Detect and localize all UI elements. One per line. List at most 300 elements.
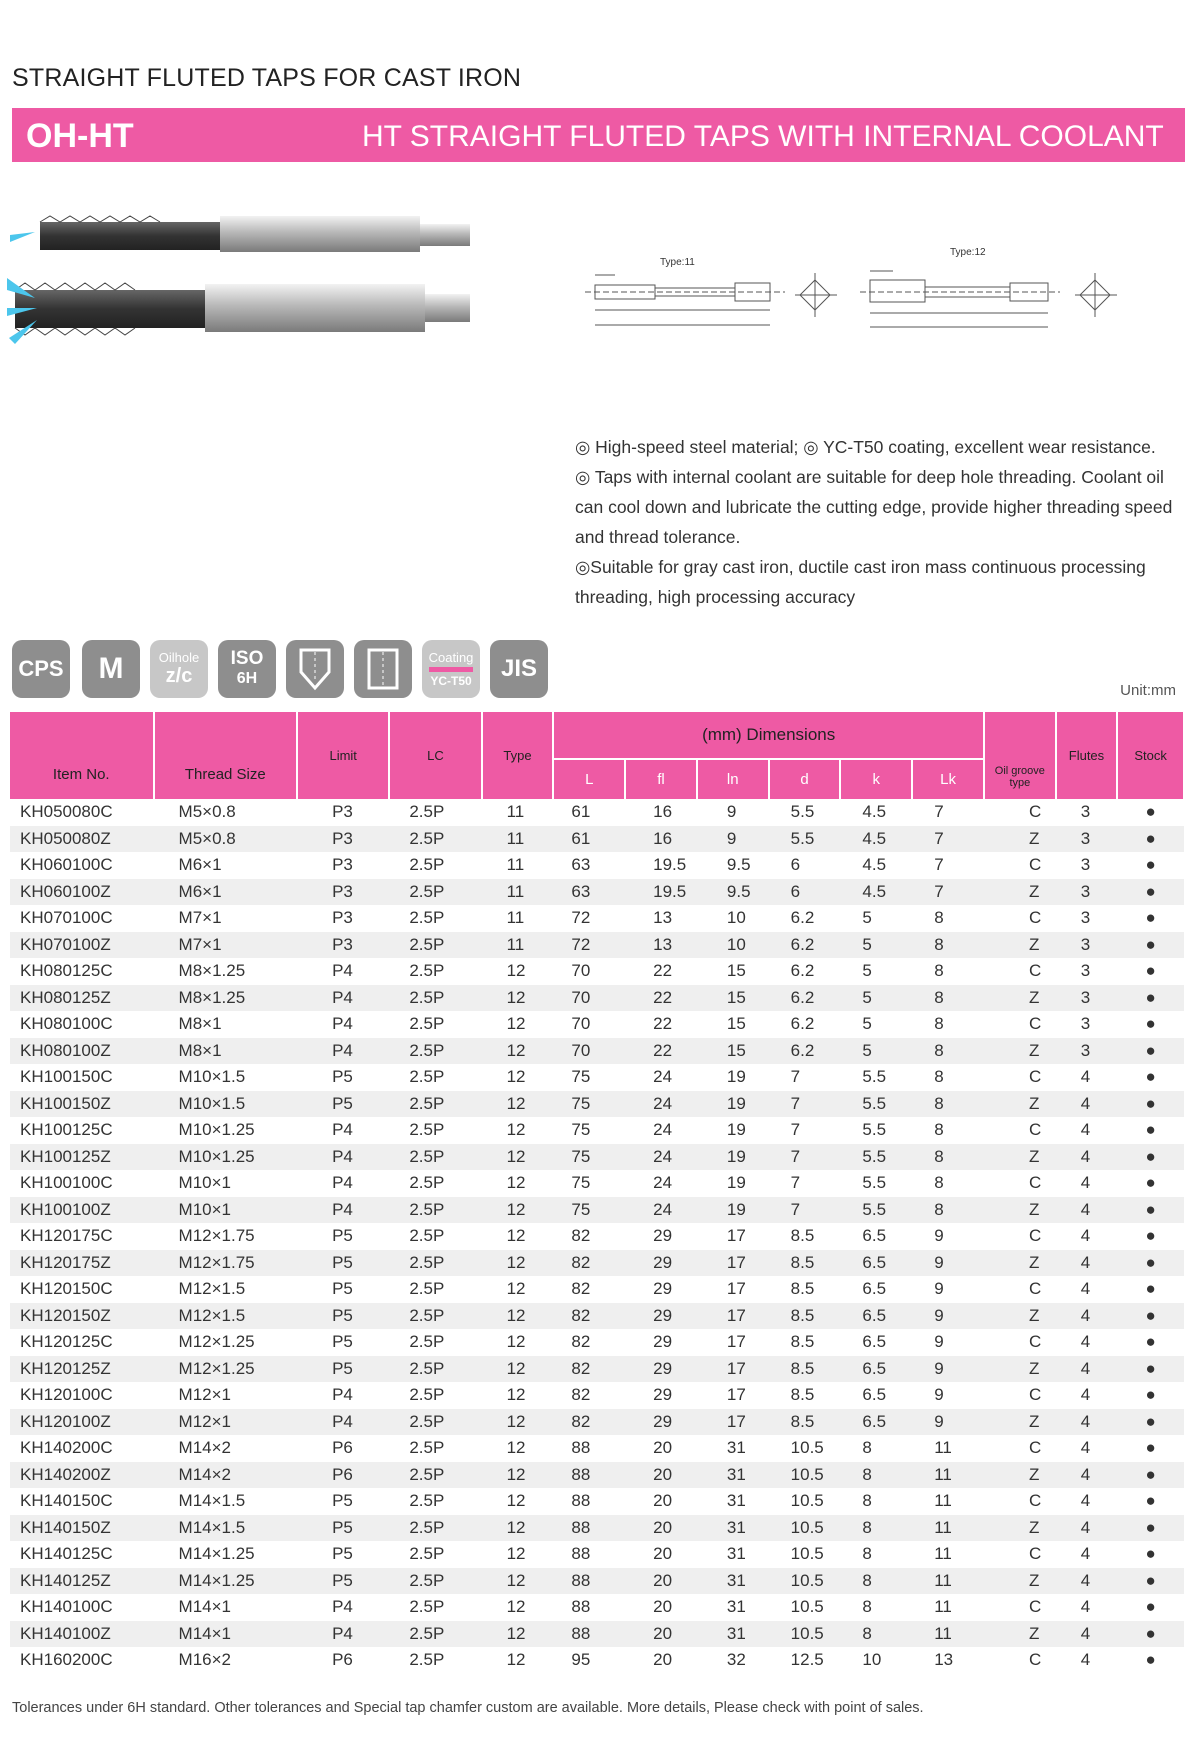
cell-item-no: KH080100Z <box>10 1038 154 1065</box>
table-row <box>10 1541 1184 1568</box>
cell-d: 6 <box>769 879 841 906</box>
cell-fl: 20 <box>653 1544 673 1564</box>
cell-lc: 2.5P <box>389 1409 481 1436</box>
cell-L: 75 <box>553 1144 625 1171</box>
cell-d: 7 <box>790 1067 801 1087</box>
cell-d: 8.5 <box>790 1385 815 1405</box>
cell-d: 6 <box>790 855 801 875</box>
cell-limit: P4 <box>297 1197 389 1224</box>
cell-fl: 24 <box>625 1144 697 1171</box>
cell-item-no: KH080125C <box>20 961 113 981</box>
cell-lc: 2.5P <box>409 1014 445 1034</box>
cell-type: 12 <box>506 1544 526 1564</box>
cell-oil-groove: Z <box>984 1409 1056 1436</box>
cell-lc: 2.5P <box>389 985 481 1012</box>
cell-d: 6.2 <box>790 908 815 928</box>
col-stock: Stock <box>1117 712 1184 799</box>
cps-badge: CPS <box>12 640 70 698</box>
cell-thread-size: M7×1 <box>178 908 222 928</box>
cell-lk: 8 <box>912 1091 984 1118</box>
cell-lc: 2.5P <box>409 1067 445 1087</box>
cell-lc: 2.5P <box>389 932 481 959</box>
cell-item-no: KH140200Z <box>10 1462 154 1489</box>
cell-d: 8.5 <box>769 1356 841 1383</box>
cell-limit: P3 <box>297 879 389 906</box>
cell-limit: P4 <box>297 1409 389 1436</box>
cell-lc: 2.5P <box>409 1650 445 1670</box>
cell-ln: 17 <box>726 1279 746 1299</box>
table-row <box>10 1276 1184 1303</box>
cell-lk: 9 <box>912 1409 984 1436</box>
cell-stock: ● <box>1117 879 1184 906</box>
cell-stock: ● <box>1145 1438 1156 1458</box>
cell-L: 88 <box>571 1438 591 1458</box>
col-item-no: Item No. <box>10 712 154 799</box>
table-row <box>10 1356 1184 1383</box>
table-row <box>10 905 1184 932</box>
cell-thread-size: M16×2 <box>178 1650 231 1670</box>
col-ln: ln <box>697 759 769 799</box>
cell-oil-groove: C <box>1028 1438 1042 1458</box>
iso-label: ISO <box>230 648 264 669</box>
table-row <box>10 985 1184 1012</box>
cell-stock: ● <box>1145 855 1156 875</box>
col-limit: Limit <box>297 712 389 799</box>
table-row <box>10 1647 1184 1674</box>
cell-oil-groove: C <box>1028 1491 1042 1511</box>
cell-k: 5 <box>862 908 872 928</box>
cell-ln: 19 <box>726 1173 746 1193</box>
cell-type: 11 <box>482 879 554 906</box>
cell-stock: ● <box>1117 1091 1184 1118</box>
cell-flutes: 3 <box>1080 1014 1091 1034</box>
cell-ln: 19 <box>697 1197 769 1224</box>
cell-item-no: KH120100Z <box>10 1409 154 1436</box>
cell-lc: 2.5P <box>389 1197 481 1224</box>
cell-item-no: KH140150C <box>20 1491 113 1511</box>
unit-label: Unit:mm <box>1120 682 1176 699</box>
cell-ln: 17 <box>697 1250 769 1277</box>
cell-d: 8.5 <box>769 1303 841 1330</box>
cell-d: 8.5 <box>769 1250 841 1277</box>
cell-limit: P5 <box>332 1067 353 1087</box>
cell-type: 12 <box>506 1279 526 1299</box>
cell-stock: ● <box>1145 1491 1156 1511</box>
cell-limit: P4 <box>332 1173 353 1193</box>
cell-ln: 19 <box>697 1144 769 1171</box>
cell-item-no: KH100100C <box>20 1173 113 1193</box>
cell-item-no: KH060100Z <box>10 879 154 906</box>
cell-ln: 17 <box>726 1332 746 1352</box>
cell-lk: 7 <box>934 802 944 822</box>
cell-thread-size: M12×1.75 <box>178 1226 255 1246</box>
product-subtitle: HT STRAIGHT FLUTED TAPS WITH INTERNAL COOLANT <box>362 120 1164 153</box>
coating-badge <box>422 640 480 698</box>
cell-thread-size: M12×1 <box>154 1409 298 1436</box>
cell-L: 88 <box>571 1597 591 1617</box>
oilhole-type: z/c <box>165 665 193 687</box>
cell-fl: 13 <box>625 932 697 959</box>
cell-L: 82 <box>571 1332 591 1352</box>
cell-lc: 2.5P <box>409 908 445 928</box>
cell-flutes: 3 <box>1056 879 1118 906</box>
cell-type: 12 <box>482 1515 554 1542</box>
cell-limit: P4 <box>297 1144 389 1171</box>
cell-L: 75 <box>571 1067 591 1087</box>
tap-technical-drawing <box>575 235 1145 355</box>
cell-thread-size: M12×1.25 <box>154 1356 298 1383</box>
cell-d: 10.5 <box>790 1438 824 1458</box>
cell-flutes: 4 <box>1080 1385 1091 1405</box>
cell-thread-size: M10×1.25 <box>178 1120 255 1140</box>
cell-k: 5.5 <box>862 1173 887 1193</box>
cell-stock: ● <box>1145 1067 1156 1087</box>
cell-ln: 15 <box>697 985 769 1012</box>
cell-k: 8 <box>862 1438 872 1458</box>
table-row <box>10 826 1184 853</box>
cell-item-no: KH120150C <box>20 1279 113 1299</box>
cell-d: 8.5 <box>790 1279 815 1299</box>
cell-ln: 31 <box>697 1568 769 1595</box>
cell-fl: 24 <box>625 1091 697 1118</box>
cell-limit: P4 <box>297 1621 389 1648</box>
cell-ln: 17 <box>697 1409 769 1436</box>
cell-stock: ● <box>1145 1597 1156 1617</box>
cell-fl: 19.5 <box>653 855 687 875</box>
table-row <box>10 1409 1184 1436</box>
cell-thread-size: M14×1 <box>154 1621 298 1648</box>
cell-thread-size: M8×1 <box>154 1038 298 1065</box>
cell-thread-size: M14×1.5 <box>154 1515 298 1542</box>
iso-tolerance: 6H <box>236 670 258 687</box>
table-row <box>10 1621 1184 1648</box>
cell-oil-groove: C <box>1028 1226 1042 1246</box>
cell-L: 70 <box>571 1014 591 1034</box>
cell-L: 88 <box>553 1621 625 1648</box>
cell-L: 72 <box>553 932 625 959</box>
cell-ln: 15 <box>726 961 746 981</box>
jis-badge: JIS <box>490 640 548 698</box>
cell-item-no: KH120175C <box>20 1226 113 1246</box>
cell-d: 5.5 <box>769 826 841 853</box>
cell-lc: 2.5P <box>409 1385 445 1405</box>
cell-k: 5.5 <box>840 1197 912 1224</box>
cell-L: 82 <box>553 1250 625 1277</box>
cell-stock: ● <box>1145 961 1156 981</box>
cell-item-no: KH120125Z <box>10 1356 154 1383</box>
cell-oil-groove: C <box>1028 855 1042 875</box>
cell-limit: P4 <box>332 1385 353 1405</box>
cell-stock: ● <box>1117 1462 1184 1489</box>
cell-L: 82 <box>553 1409 625 1436</box>
table-row <box>10 1117 1184 1144</box>
cell-L: 95 <box>571 1650 591 1670</box>
cell-d: 6.2 <box>769 1038 841 1065</box>
cell-fl: 19.5 <box>625 879 697 906</box>
cell-flutes: 4 <box>1080 1173 1091 1193</box>
col-k: k <box>840 759 912 799</box>
cell-d: 7 <box>769 1144 841 1171</box>
cell-thread-size: M8×1 <box>178 1014 222 1034</box>
cell-lc: 2.5P <box>389 879 481 906</box>
cell-oil-groove: C <box>1028 1544 1042 1564</box>
cell-oil-groove: Z <box>984 1091 1056 1118</box>
cell-item-no: KH140150Z <box>10 1515 154 1542</box>
cell-type: 12 <box>482 1038 554 1065</box>
cell-thread-size: M10×1 <box>178 1173 231 1193</box>
cell-oil-groove: Z <box>984 932 1056 959</box>
cell-oil-groove: C <box>1028 961 1042 981</box>
cell-ln: 10 <box>697 932 769 959</box>
cell-item-no: KH120175Z <box>10 1250 154 1277</box>
cell-type: 12 <box>482 1621 554 1648</box>
cell-thread-size: M12×1.75 <box>154 1250 298 1277</box>
cell-lk: 11 <box>934 1438 952 1458</box>
cell-d: 10.5 <box>769 1568 841 1595</box>
cell-k: 5 <box>840 985 912 1012</box>
cell-thread-size: M12×1.5 <box>178 1279 246 1299</box>
cell-type: 12 <box>482 1197 554 1224</box>
cell-stock: ● <box>1117 826 1184 853</box>
cell-fl: 22 <box>625 985 697 1012</box>
cell-type: 12 <box>506 1120 526 1140</box>
product-code: OH-HT <box>26 117 134 155</box>
cell-lk: 8 <box>934 908 944 928</box>
cell-stock: ● <box>1145 908 1156 928</box>
cell-lk: 9 <box>912 1356 984 1383</box>
cell-oil-groove: C <box>1028 908 1042 928</box>
cell-lk: 8 <box>934 961 944 981</box>
cell-type: 12 <box>506 1067 526 1087</box>
cell-flutes: 4 <box>1080 1650 1091 1670</box>
cell-limit: P5 <box>297 1303 389 1330</box>
oilhole-label: Oilhole <box>158 650 200 665</box>
cell-k: 10 <box>862 1650 882 1670</box>
cell-k: 6.5 <box>862 1332 887 1352</box>
cell-k: 6.5 <box>862 1226 887 1246</box>
cell-d: 5.5 <box>790 802 815 822</box>
cell-limit: P4 <box>297 1038 389 1065</box>
cell-k: 5 <box>862 961 872 981</box>
cell-fl: 29 <box>625 1409 697 1436</box>
cell-flutes: 4 <box>1080 1067 1091 1087</box>
cell-thread-size: M12×1.5 <box>154 1303 298 1330</box>
cell-lc: 2.5P <box>389 1038 481 1065</box>
cell-ln: 31 <box>697 1515 769 1542</box>
cell-ln: 17 <box>697 1303 769 1330</box>
col-flutes: Flutes <box>1056 712 1118 799</box>
cell-limit: P5 <box>332 1544 353 1564</box>
cell-stock: ● <box>1145 1279 1156 1299</box>
cell-thread-size: M14×1 <box>178 1597 231 1617</box>
cell-ln: 31 <box>697 1621 769 1648</box>
cell-k: 5 <box>840 932 912 959</box>
table-row <box>10 1329 1184 1356</box>
cell-k: 8 <box>862 1597 872 1617</box>
cell-thread-size: M6×1 <box>154 879 298 906</box>
cell-lc: 2.5P <box>409 1120 445 1140</box>
cell-fl: 29 <box>653 1385 673 1405</box>
cell-lk: 8 <box>934 1014 944 1034</box>
cell-k: 6.5 <box>840 1409 912 1436</box>
cell-flutes: 3 <box>1080 802 1091 822</box>
cell-stock: ● <box>1145 1014 1156 1034</box>
cell-lc: 2.5P <box>389 1250 481 1277</box>
cell-limit: P5 <box>297 1250 389 1277</box>
col-fl: fl <box>625 759 697 799</box>
cell-fl: 29 <box>653 1226 673 1246</box>
cell-stock: ● <box>1117 1621 1184 1648</box>
cell-oil-groove: Z <box>984 1462 1056 1489</box>
cell-type: 11 <box>482 826 554 853</box>
cell-k: 8 <box>840 1515 912 1542</box>
cell-flutes: 4 <box>1056 1250 1118 1277</box>
cell-d: 7 <box>769 1091 841 1118</box>
cell-thread-size: M7×1 <box>154 932 298 959</box>
cell-type: 12 <box>506 961 526 981</box>
cell-d: 10.5 <box>769 1621 841 1648</box>
product-banner <box>12 108 1185 162</box>
cell-L: 82 <box>571 1279 591 1299</box>
cell-fl: 22 <box>625 1038 697 1065</box>
cell-k: 5.5 <box>862 1120 887 1140</box>
cell-lk: 8 <box>912 1197 984 1224</box>
cell-ln: 9 <box>726 802 737 822</box>
table-row <box>10 1038 1184 1065</box>
cell-flutes: 3 <box>1080 855 1091 875</box>
cell-k: 4.5 <box>840 879 912 906</box>
cell-lc: 2.5P <box>389 826 481 853</box>
cell-d: 10.5 <box>790 1597 824 1617</box>
cell-flutes: 4 <box>1056 1409 1118 1436</box>
cell-k: 4.5 <box>862 802 887 822</box>
cell-type: 12 <box>482 1409 554 1436</box>
cell-d: 10.5 <box>790 1544 824 1564</box>
cell-oil-groove: Z <box>984 1515 1056 1542</box>
cell-lk: 13 <box>934 1650 954 1670</box>
cell-d: 7 <box>790 1120 801 1140</box>
cell-oil-groove: Z <box>984 879 1056 906</box>
cell-d: 7 <box>769 1197 841 1224</box>
cell-item-no: KH140100Z <box>10 1621 154 1648</box>
table-row <box>10 879 1184 906</box>
cell-flutes: 4 <box>1056 1144 1118 1171</box>
cell-item-no: KH140125C <box>20 1544 113 1564</box>
cell-oil-groove: C <box>1028 1597 1042 1617</box>
cell-stock: ● <box>1145 1385 1156 1405</box>
cell-type: 11 <box>506 855 525 875</box>
cell-fl: 20 <box>625 1515 697 1542</box>
col-dimensions: (mm) Dimensions <box>553 712 984 759</box>
cell-k: 5.5 <box>840 1144 912 1171</box>
cell-stock: ● <box>1117 1515 1184 1542</box>
cell-item-no: KH160200C <box>20 1650 113 1670</box>
cell-thread-size: M8×1.25 <box>178 961 246 981</box>
spec-table <box>10 712 1185 1674</box>
cell-k: 6.5 <box>840 1356 912 1383</box>
cell-lk: 8 <box>912 985 984 1012</box>
cell-k: 5 <box>862 1014 872 1034</box>
cell-type: 12 <box>506 1385 526 1405</box>
cell-item-no: KH140125Z <box>10 1568 154 1595</box>
col-lk: Lk <box>912 759 984 799</box>
cell-d: 12.5 <box>790 1650 824 1670</box>
cell-thread-size: M8×1.25 <box>154 985 298 1012</box>
cell-flutes: 4 <box>1056 1197 1118 1224</box>
cell-oil-groove: C <box>1028 802 1042 822</box>
table-row <box>10 1568 1184 1595</box>
cell-item-no: KH060100C <box>20 855 113 875</box>
category-title: STRAIGHT FLUTED TAPS FOR CAST IRON <box>12 64 522 92</box>
cell-stock: ● <box>1117 932 1184 959</box>
chamfer-icon <box>286 640 344 698</box>
cell-limit: P4 <box>332 1120 353 1140</box>
cell-thread-size: M10×1.25 <box>154 1144 298 1171</box>
cell-type: 11 <box>482 932 554 959</box>
cell-L: 70 <box>553 985 625 1012</box>
cell-L: 82 <box>553 1356 625 1383</box>
cell-k: 4.5 <box>840 826 912 853</box>
cell-type: 12 <box>482 985 554 1012</box>
cell-d: 10.5 <box>769 1515 841 1542</box>
table-row <box>10 1515 1184 1542</box>
cell-ln: 32 <box>726 1650 746 1670</box>
cell-k: 5 <box>840 1038 912 1065</box>
cell-oil-groove: C <box>1028 1332 1042 1352</box>
cell-lc: 2.5P <box>389 1568 481 1595</box>
cell-stock: ● <box>1145 1226 1156 1246</box>
cell-stock: ● <box>1117 1568 1184 1595</box>
cell-fl: 24 <box>625 1197 697 1224</box>
cell-item-no: KH070100C <box>20 908 113 928</box>
cell-lc: 2.5P <box>409 1438 445 1458</box>
cell-item-no: KH140200C <box>20 1438 113 1458</box>
cell-type: 12 <box>506 1491 526 1511</box>
cell-type: 12 <box>506 1438 526 1458</box>
cell-thread-size: M14×2 <box>178 1438 231 1458</box>
cell-ln: 9.5 <box>697 879 769 906</box>
coating-bar <box>429 667 473 672</box>
cell-L: 82 <box>571 1226 591 1246</box>
cell-thread-size: M5×0.8 <box>178 802 236 822</box>
iso-badge <box>218 640 276 698</box>
cell-item-no: KH100150Z <box>10 1091 154 1118</box>
cell-lk: 9 <box>912 1303 984 1330</box>
cell-ln: 31 <box>726 1597 746 1617</box>
cell-thread-size: M5×0.8 <box>154 826 298 853</box>
cell-limit: P4 <box>332 1597 353 1617</box>
cell-flutes: 3 <box>1056 985 1118 1012</box>
cell-limit: P5 <box>332 1279 353 1299</box>
cell-ln: 19 <box>697 1091 769 1118</box>
cell-ln: 17 <box>697 1356 769 1383</box>
cell-flutes: 4 <box>1056 1515 1118 1542</box>
col-lc: LC <box>389 712 481 799</box>
cell-limit: P3 <box>332 855 353 875</box>
table-row <box>10 1594 1184 1621</box>
table-row <box>10 958 1184 985</box>
cell-d: 10.5 <box>790 1491 824 1511</box>
cell-d: 6.2 <box>769 985 841 1012</box>
cell-oil-groove: C <box>1028 1120 1042 1140</box>
table-row <box>10 1303 1184 1330</box>
cell-L: 72 <box>571 908 591 928</box>
cell-flutes: 4 <box>1080 1438 1091 1458</box>
table-row <box>10 1144 1184 1171</box>
cell-k: 8 <box>862 1544 872 1564</box>
cell-stock: ● <box>1145 1544 1156 1564</box>
cell-lk: 9 <box>934 1385 944 1405</box>
